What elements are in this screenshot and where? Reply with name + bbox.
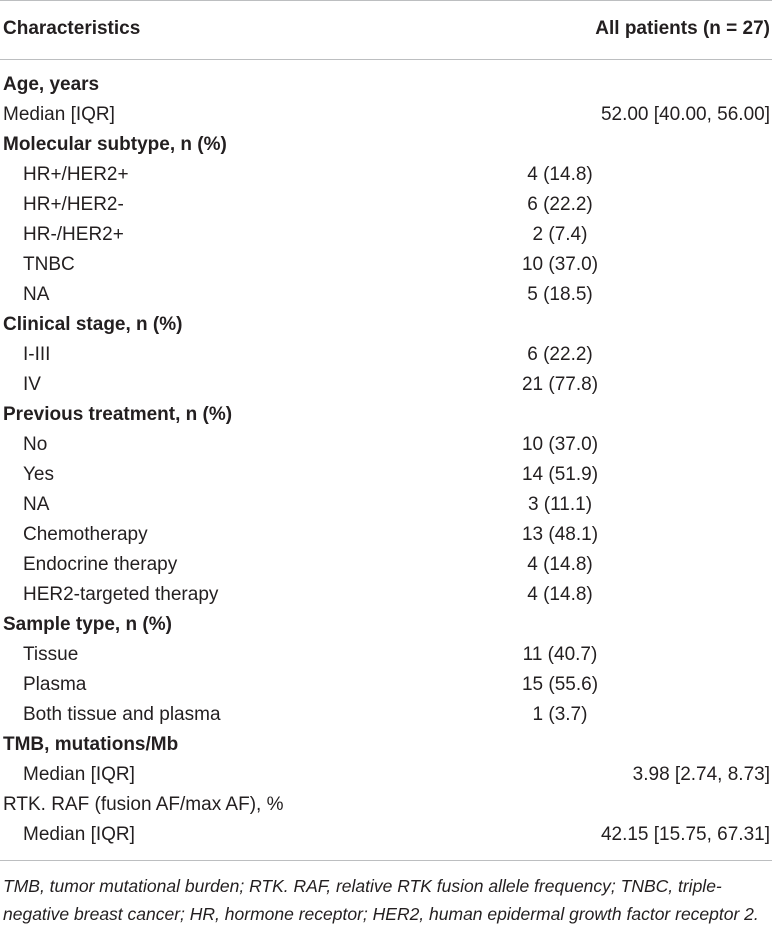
table-header-rule [0,59,772,60]
table-row [0,190,772,220]
table-row [0,820,772,850]
table-row [0,460,772,490]
row-label: Median [IQR] [23,764,135,785]
row-value: 6 (22.2) [527,344,593,365]
row-label: TNBC [23,254,75,275]
section-label: TMB, mutations/Mb [3,734,179,755]
row-value: 21 (77.8) [521,374,599,395]
row-label: HR-/HER2+ [23,224,124,245]
table-footnote: TMB, tumor mutational burden; RTK. RAF, relative RTK fusion allele frequency; TNBC, triple-negative breast cancer; HR, hormone receptor; HER2, human epidermal growth factor receptor 2. [3,876,759,924]
row-value: 11 (40.7) [522,644,598,665]
row-value: 10 (37.0) [521,254,599,275]
section-header-row [0,130,772,160]
table-row [0,580,772,610]
table-row [0,280,772,310]
section-header-row [0,730,772,760]
section-header-row [0,400,772,430]
row-value: 4 (14.8) [527,554,593,575]
table-row [0,550,772,580]
table-bottom-rule [0,860,772,861]
section-label: Sample type, n (%) [3,614,172,635]
row-label: Plasma [23,674,87,695]
row-value: 13 (48.1) [521,524,599,545]
section-label: Age, years [3,74,100,95]
section-header-row [0,70,772,100]
table-row [0,790,772,820]
table-row [0,490,772,520]
row-label: Median [IQR] [23,824,135,845]
row-label: NA [23,494,50,515]
header-characteristics: Characteristics [3,18,141,39]
table-row [0,250,772,280]
row-label: No [23,434,48,455]
row-label: NA [23,284,50,305]
row-value: 4 (14.8) [527,164,593,185]
row-label: HR+/HER2+ [23,164,129,185]
section-header-row [0,610,772,640]
table-row [0,760,772,790]
table-row [0,700,772,730]
row-label: Yes [23,464,54,485]
row-label: Both tissue and plasma [23,704,221,725]
row-value: 2 (7.4) [532,224,588,245]
row-label: HR+/HER2- [23,194,124,215]
section-label: Clinical stage, n (%) [3,314,183,335]
row-label: Endocrine therapy [23,554,178,575]
table-row [0,520,772,550]
row-value: 4 (14.8) [527,584,593,605]
table-row [0,670,772,700]
row-value: 14 (51.9) [521,464,599,485]
table-row [0,370,772,400]
row-value: 1 (3.7) [532,704,588,725]
table-row [0,160,772,190]
row-value: 5 (18.5) [527,284,593,305]
section-label: Previous treatment, n (%) [3,404,233,425]
row-label: HER2-targeted therapy [23,584,219,605]
row-label: IV [23,374,41,395]
table-header [0,0,772,59]
row-value: 42.15 [15.75, 67.31] [600,824,770,845]
row-label: Chemotherapy [23,524,148,545]
row-value: 6 (22.2) [527,194,593,215]
table-body [0,70,772,850]
row-value: 10 (37.0) [521,434,599,455]
row-label: Median [IQR] [3,104,115,125]
header-all-patients: All patients (n = 27) [595,18,770,39]
row-value: 52.00 [40.00, 56.00] [600,104,770,125]
section-label: Molecular subtype, n (%) [3,134,227,155]
table-row [0,640,772,670]
section-header-row [0,310,772,340]
row-label: I-III [23,344,51,365]
row-value: 3.98 [2.74, 8.73] [632,764,770,785]
row-label: Tissue [23,644,79,665]
row-label: RTK. RAF (fusion AF/max AF), % [3,794,284,815]
table-row [0,100,772,130]
table-row [0,220,772,250]
table-row [0,430,772,460]
row-value: 3 (11.1) [527,494,593,515]
row-value: 15 (55.6) [521,674,599,695]
table-row [0,340,772,370]
